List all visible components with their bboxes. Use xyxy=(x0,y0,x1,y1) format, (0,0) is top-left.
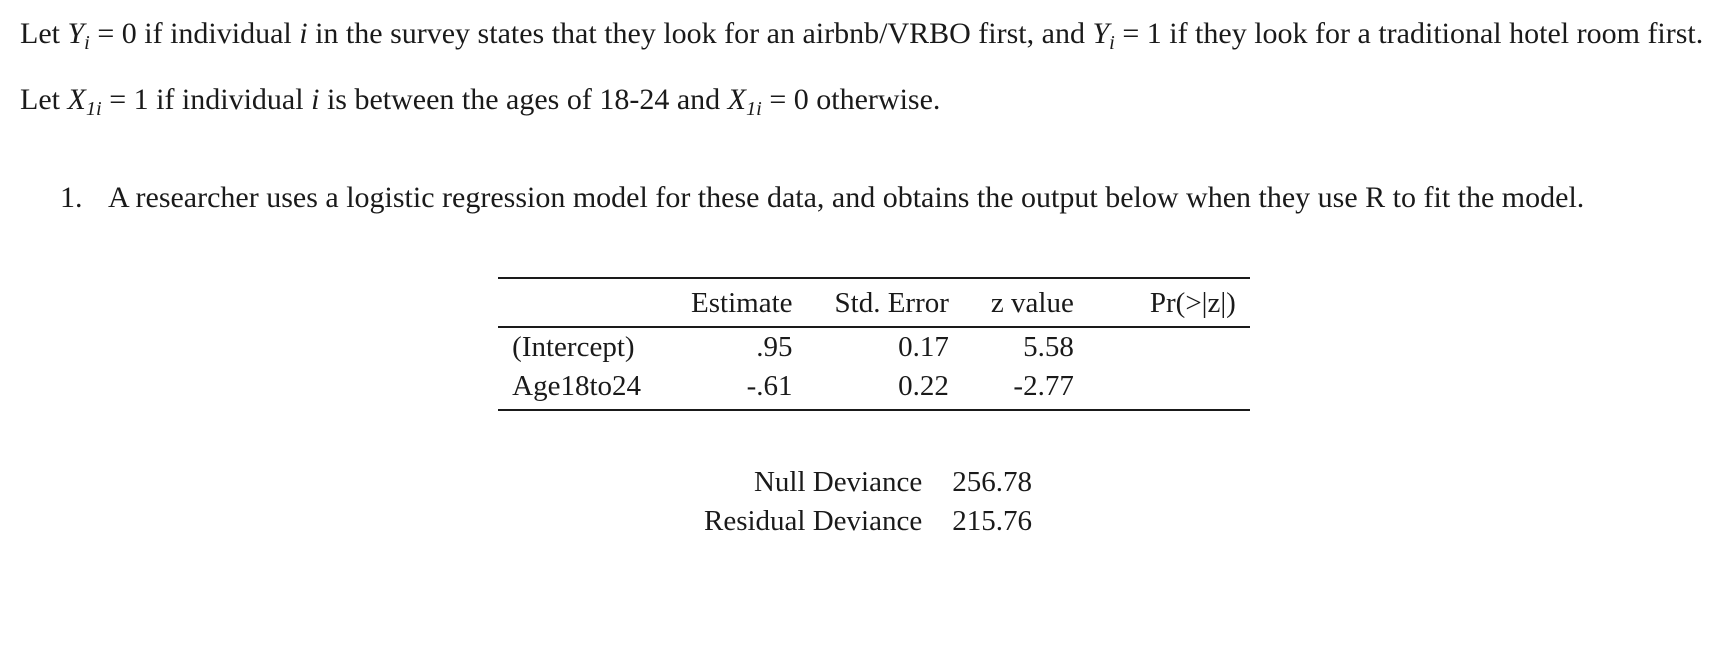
label-residual-deviance: Residual Deviance xyxy=(704,504,923,537)
column-header-z-value: z value xyxy=(975,278,1100,327)
column-header-p-value: Pr(>|z|) xyxy=(1100,278,1250,327)
deviance-body xyxy=(704,463,1032,541)
text-fragment: = 1 if individual xyxy=(101,82,312,116)
table-header xyxy=(498,278,1250,327)
regression-output-table-container xyxy=(0,277,1726,411)
math-variable-y: $Y_i$ xyxy=(67,17,90,55)
cell-z-value-intercept: 5.58 xyxy=(1023,330,1074,363)
math-subscript: i xyxy=(1109,32,1115,55)
paragraph-definition-y xyxy=(20,0,1708,54)
value-null-deviance: 256.78 xyxy=(952,465,1032,498)
column-header-row-label xyxy=(498,278,675,327)
cell-p-value-intercept xyxy=(1100,327,1250,367)
table-row xyxy=(498,367,1250,410)
cell-z-value-age18to24: -2.77 xyxy=(975,367,1100,410)
math-variable-y-2: $Y_i$ xyxy=(1092,17,1115,55)
cell-std-error-intercept: 0.17 xyxy=(898,330,949,363)
table-header-row xyxy=(498,278,1250,327)
text-fragment: is between the ages of 18-24 and xyxy=(319,82,728,116)
cell-estimate-intercept: .95 xyxy=(756,330,793,363)
table-row xyxy=(498,327,1250,367)
cell-estimate-age18to24: -.61 xyxy=(675,367,818,410)
deviance-summary-table xyxy=(704,463,1032,541)
deviance-summary-container xyxy=(0,463,1726,541)
math-variable-x: $X_{1i}$ xyxy=(67,82,102,120)
column-header-estimate: Estimate xyxy=(675,278,818,327)
text-fragment: = 0 if individual xyxy=(89,17,300,50)
math-variable-i: i xyxy=(311,82,320,116)
label-null-deviance: Null Deviance xyxy=(753,465,923,498)
text-fragment: Let xyxy=(20,17,68,50)
math-subscript: 1i xyxy=(745,98,762,120)
math-subscript: 1i xyxy=(85,98,102,120)
list-item-number: 1. xyxy=(60,180,83,214)
value-residual-deviance: 215.76 xyxy=(952,504,1032,537)
table-body xyxy=(498,327,1250,410)
text-fragment: Let xyxy=(20,82,68,116)
deviance-row xyxy=(704,463,1032,502)
list-item-text: A researcher uses a logistic regression model for these data, and obtains the output below when they use R to fit the model. xyxy=(108,180,1585,214)
math-variable-x-2: $X_{1i}$ xyxy=(727,82,762,120)
question-list xyxy=(0,178,1726,219)
cell-p-value-age18to24 xyxy=(1100,367,1250,410)
text-fragment: in the survey states that they look for an airbnb/VRBO first, and xyxy=(307,17,1093,50)
text-fragment: = 0 otherwise. xyxy=(761,82,941,116)
math-subscript: i xyxy=(84,32,90,55)
list-item xyxy=(0,178,1726,219)
cell-term-age18to24: Age18to24 xyxy=(498,367,675,410)
regression-output-table xyxy=(498,277,1250,411)
paragraph-definition-x xyxy=(20,54,1708,120)
column-header-std-error: Std. Error xyxy=(819,278,975,327)
deviance-row xyxy=(704,502,1032,541)
cell-term-intercept: (Intercept) xyxy=(512,330,635,363)
text-fragment: = 1 if they look for a traditional hotel room first. xyxy=(1114,17,1704,50)
math-variable-i: i xyxy=(299,17,308,50)
cell-std-error-age18to24: 0.22 xyxy=(819,367,975,410)
